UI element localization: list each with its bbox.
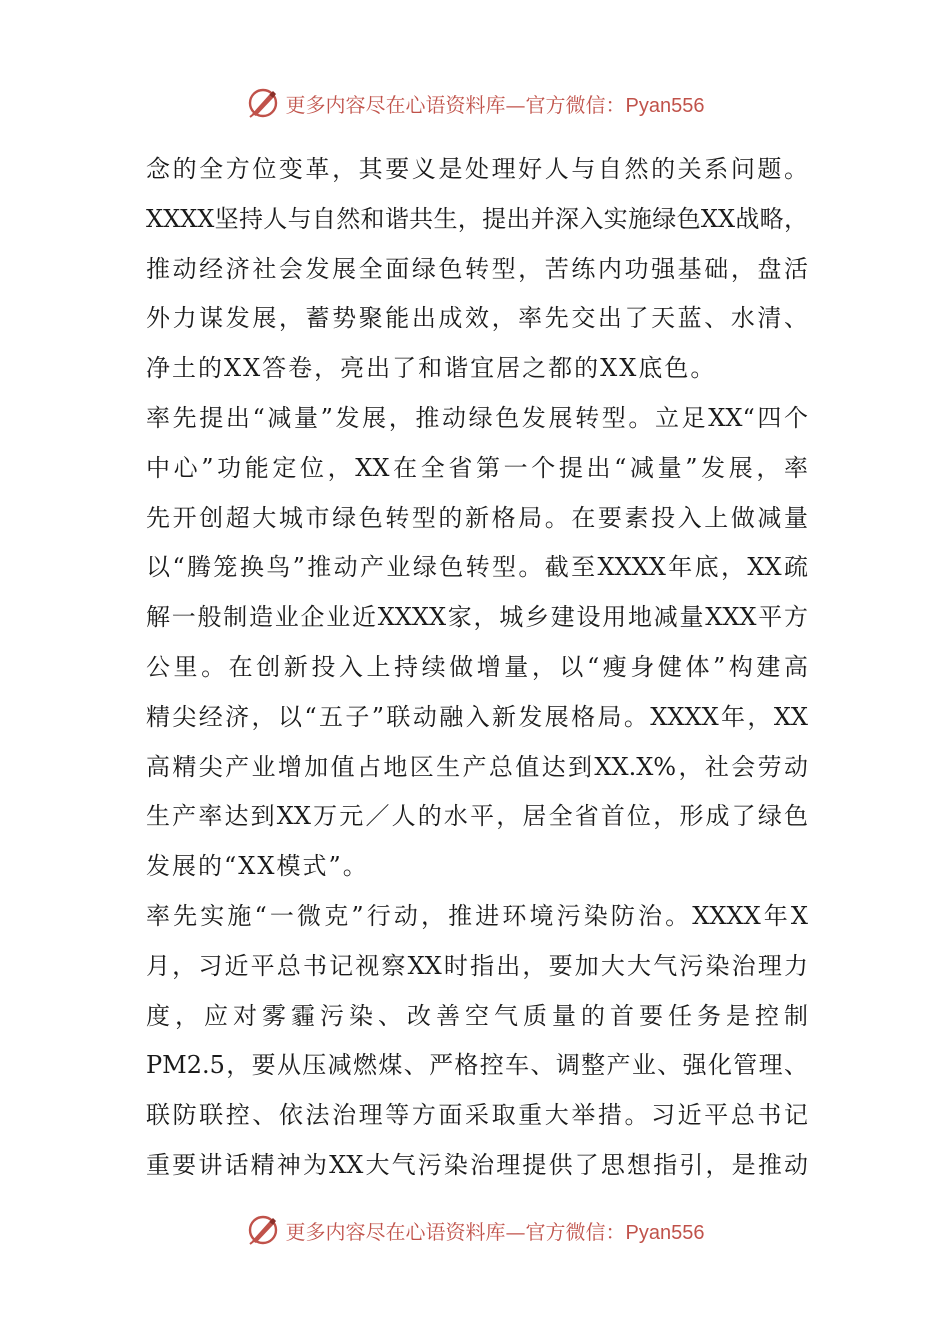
text-line: 念的全方位变革，其要义是处理好人与自然的关系问题。 — [146, 155, 808, 183]
document-body — [146, 145, 808, 1191]
text-line: 公里。在创新投入上持续做增量，以“瘦身健体”构建高 — [146, 652, 808, 681]
watermark-wechat-id: Pyan556 — [625, 94, 705, 117]
text-line: 以“腾笼换鸟”推动产业绿色转型。截至XXXX年底，XX疏 — [146, 553, 808, 582]
text-line: 率先提出“减量”发展，推动绿色发展转型。立足XX“四个 — [146, 403, 808, 432]
text-line: 推动经济社会发展全面绿色转型，苦练内功强基础，盘活 — [146, 254, 808, 283]
text-line: 联防联控、依法治理等方面采取重大举措。习近平总书记 — [146, 1101, 808, 1130]
footer-watermark — [0, 1210, 950, 1250]
watermark-text: 更多内容尽在心语资料库—官方微信：Pyan556 — [285, 1219, 705, 1244]
text-line: 月，习近平总书记视察XX时指出，要加大大气污染治理力 — [146, 951, 808, 980]
text-line: 先开创超大城市绿色转型的新格局。在要素投入上做减量 — [146, 503, 808, 532]
text-line: 重要讲话精神为XX大气污染治理提供了思想指引，是推动 — [146, 1150, 808, 1179]
text-line: 发展的“XX模式”。 — [146, 852, 369, 881]
text-line: 生产率达到XX万元／人的水平，居全省首位，形成了绿色 — [146, 802, 808, 831]
text-line: 率先实施“一微克”行动，推进环境污染防治。XXXX年X — [146, 901, 808, 930]
pen-logo-icon — [246, 1213, 280, 1247]
text-line: 度，应对雾霾污染、改善空气质量的首要任务是控制 — [146, 1001, 808, 1030]
text-line: 精尖经济，以“五子”联动融入新发展格局。XXXX年，XX — [146, 702, 808, 731]
text-line: 净土的XX答卷，亮出了和谐宜居之都的XX底色。 — [146, 354, 717, 383]
text-line: PM2.5，要从压减燃煤、严格控车、调整产业、强化管理、 — [146, 1051, 808, 1080]
watermark-text: 更多内容尽在心语资料库—官方微信：Pyan556 — [285, 92, 705, 117]
text-line: XXXX坚持人与自然和谐共生，提出并深入实施绿色XX战略， — [146, 204, 808, 233]
header-watermark — [0, 83, 950, 123]
text-line: 高精尖产业增加值占地区生产总值达到XX.X%，社会劳动 — [146, 752, 808, 781]
text-line: 外力谋发展，蓄势聚能出成效，率先交出了天蓝、水清、 — [146, 304, 808, 333]
text-line: 中心”功能定位，XX在全省第一个提出“减量”发展，率 — [146, 453, 808, 482]
watermark-wechat-id: Pyan556 — [625, 1221, 705, 1244]
text-line: 解一般制造业企业近XXXX家，城乡建设用地减量XXX平方 — [146, 603, 808, 632]
pen-logo-icon — [246, 86, 280, 120]
